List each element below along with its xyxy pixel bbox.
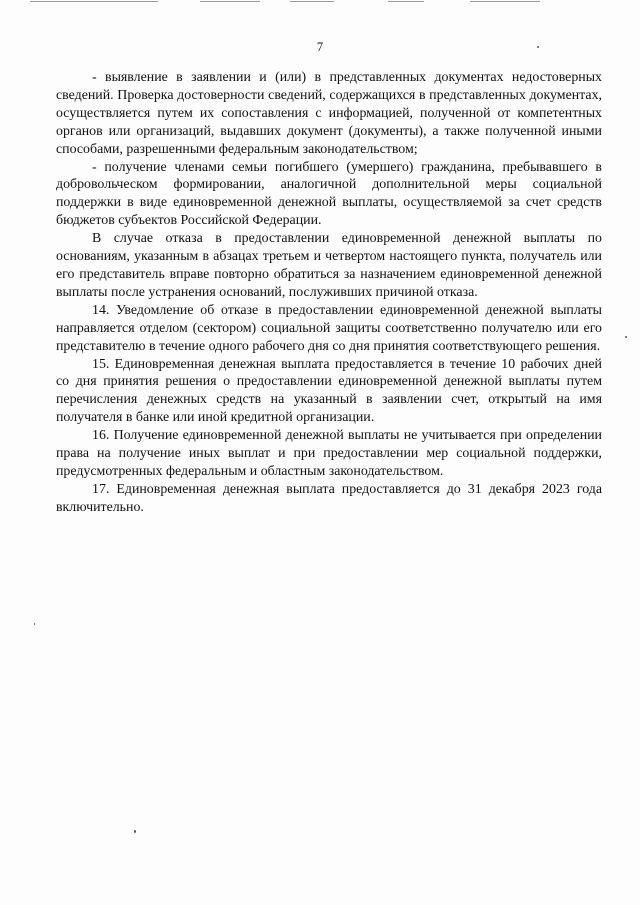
paragraph: В случае отказа в предоставлении единовременной денежной выплаты по основаниям, указанным в абзацах третьем и четвертом настоящего пункта, получатель или его представитель вправе повторно обратиться за назначением единовременной денежной выплаты после устранения оснований, послуживших причиной отказа.	[56, 231, 602, 300]
page-number: 7	[316, 40, 324, 54]
scan-speck	[134, 830, 136, 833]
paragraph: - выявление в заявлении и (или) в представленных документах недостоверных сведений. Проверка достоверности сведений, содержащихся в представленных документах, осуществляется путем их сопоставления с информацией, полученной от компетентных органов или организаций, выдавших документ (документы), а также полученной иными способами, разрешенными федеральным законодательством;	[56, 70, 602, 157]
paragraph: 17. Единовременная денежная выплата предоставляется до 31 декабря 2023 года включительно.	[56, 481, 602, 515]
paragraph: 15. Единовременная денежная выплата предоставляется в течение 10 рабочих дней со дня принятия решения о предоставлении единовременной денежной выплаты путем перечисления денежных средств на указанный в заявлении счет, открытый на имя получателя в банке или иной кредитной организации.	[56, 356, 602, 426]
scan-edge-marks	[0, 0, 640, 4]
paragraph: 16. Получение единовременной денежной выплаты не учитывается при определении права на получение иных выплат и при предоставлении мер социальной поддержки, предусмотренных федеральным и областным законодательством.	[56, 428, 602, 479]
scan-speck	[537, 46, 539, 48]
scan-speck	[34, 623, 35, 625]
document-body	[56, 69, 602, 517]
paragraph: 14. Уведомление об отказе в предоставлении единовременной денежной выплаты направляется отделом (сектором) социальной защиты соответственно получателю или его представителю в течение одного рабочего дня со дня принятия соответствующего решения.	[56, 302, 602, 354]
scan-speck	[625, 336, 627, 338]
paragraph: - получение членами семьи погибшего (умершего) гражданина, пребывавшего в добровольческом формировании, аналогичной дополнительной меры социальной поддержки в виде единовременной денежной выплаты, осуществляемой за счет средств бюджетов субъектов Российской Федерации.	[56, 159, 602, 229]
